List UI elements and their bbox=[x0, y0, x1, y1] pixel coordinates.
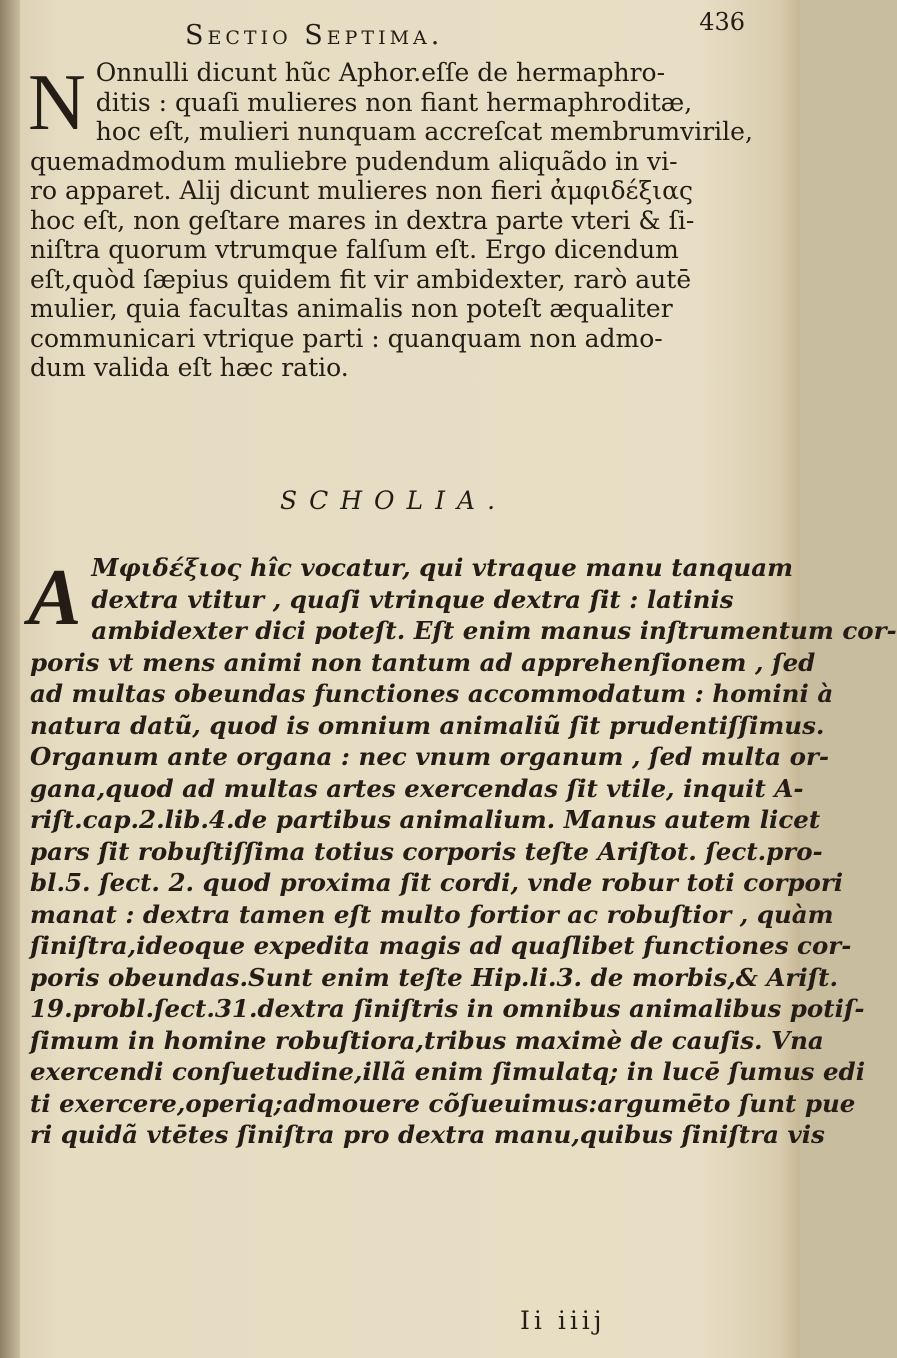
aphorism-line: quemadmodum muliebre pudendum aliquãdo in vi- bbox=[30, 146, 678, 176]
scholia-line: ſimum in homine robuſtiora,tribus maximè de cauſis. Vna bbox=[30, 1025, 824, 1055]
aphorism-line: dum valida eſt hæc ratio. bbox=[30, 353, 349, 382]
binding-gutter bbox=[0, 0, 20, 1358]
scholia-line: ri quidã vtētes ſiniſtra pro dextra manu,quibus ſiniſtra vis bbox=[30, 1120, 825, 1149]
scholia-line: gana,quod ad multas artes exercendas ſit vtile, inquit A- bbox=[30, 773, 804, 803]
drop-cap-a: A bbox=[28, 554, 82, 642]
aphorism-line: hoc eſt, mulieri nunquam accreſcat membrumvirile, bbox=[95, 117, 753, 146]
scholia-line: exercendi conſuetudine,illã enim ſimulatq; in lucē ſumus edi bbox=[30, 1057, 865, 1086]
aphorism-line: ditis : quaſi mulieres non fiant hermaphroditæ, bbox=[95, 87, 693, 117]
aphorism-line: hoc eſt, non geſtare mares in dextra parte vteri & ſi- bbox=[30, 205, 695, 235]
scholia-line: poris obeundas.Sunt enim teſte Hip.li.3. de morbis,& Ariſt. bbox=[30, 962, 839, 992]
scholia-line: poris vt mens animi non tantum ad apprehenſionem , ſed bbox=[30, 647, 816, 677]
aphorism-line: Onnulli dicunt hũc Aphor.eſſe de hermaphro- bbox=[95, 58, 666, 87]
scholia-line: 19.probl.ſect.31.dextra ſiniſtris in omnibus animalibus potiſ- bbox=[30, 994, 865, 1023]
scholia-line: ti exercere,operiq;admouere cõſueuimus:argumēto ſunt pue bbox=[30, 1088, 856, 1118]
scholia-heading: SCHOLIA. bbox=[280, 486, 508, 515]
running-head: Sectio Septima. bbox=[185, 20, 444, 51]
page-header bbox=[185, 8, 745, 56]
scholia-line: dextra vtitur , quaſi vtrinque dextra ſit : latinis bbox=[91, 584, 734, 614]
aphorism-line: ro apparet. Alij dicunt mulieres non fieri ἀμφιδέξιας bbox=[30, 176, 693, 205]
aphorism-line: niſtra quorum vtrumque falſum eſt. Ergo dicendum bbox=[30, 235, 679, 264]
drop-cap-n: N bbox=[28, 59, 86, 147]
page-number: 436 bbox=[699, 8, 745, 36]
scholia-line: Organum ante organa : nec vnum organum , ſed multa or- bbox=[30, 742, 830, 771]
aphorism-line: mulier, quia facultas animalis non poteſt æqualiter bbox=[30, 294, 673, 323]
scholia-text bbox=[28, 552, 897, 1151]
scholia-line: pars ſit robuſtiſſima totius corporis teſte Ariſtot. ſect.pro- bbox=[30, 836, 823, 866]
scholia-line: natura datũ, quod is omnium animaliũ ſit prudentiſſimus. bbox=[30, 710, 825, 740]
signature-mark: Ii iiij bbox=[520, 1306, 606, 1335]
aphorism-line: communicari vtrique parti : quanquam non admo- bbox=[30, 323, 663, 353]
scholia-line: ad multas obeundas functiones accommodatum : homini à bbox=[30, 679, 834, 708]
scholia-line: bl.5. ſect. 2. quod proxima ſit cordi, vnde robur toti corpori bbox=[30, 868, 844, 897]
scholia-line: ſiniſtra,ideoque expedita magis ad quaſlibet functiones cor- bbox=[30, 931, 852, 960]
scholia-line: Μφιδέξιος hîc vocatur, qui vtraque manu tanquam bbox=[91, 553, 794, 582]
scholia-line: riſt.cap.2.lib.4.de partibus animalium. Manus autem licet bbox=[30, 805, 821, 834]
scholia-line: ambidexter dici poteſt. Eſt enim manus inſtrumentum cor- bbox=[91, 616, 897, 645]
scholia-line: manat : dextra tamen eſt multo fortior ac robuſtior , quàm bbox=[30, 899, 834, 929]
aphorism-text bbox=[28, 58, 753, 383]
aphorism-line: eſt,quòd ſæpius quidem fit vir ambidexter, rarò autē bbox=[30, 264, 692, 294]
